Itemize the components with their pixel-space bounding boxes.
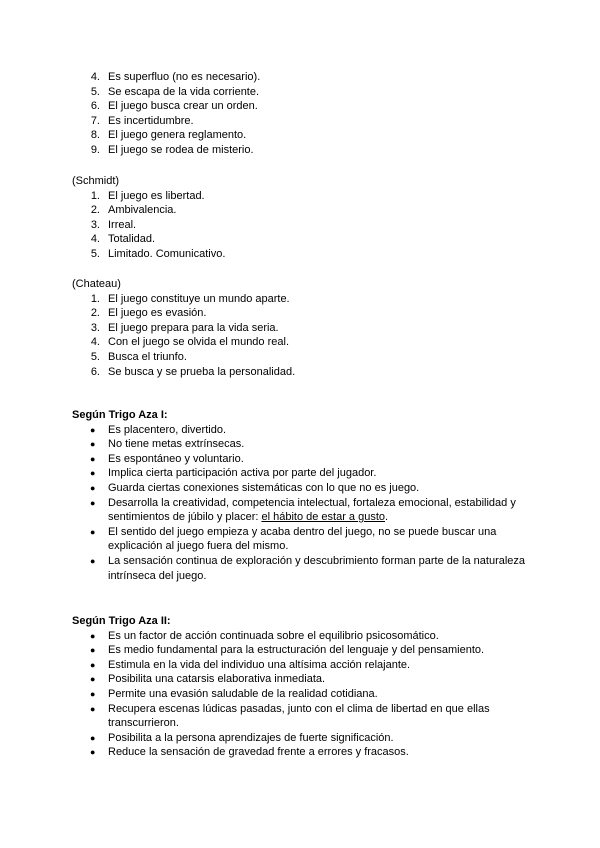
trigo-aza-2-section bbox=[72, 614, 534, 760]
bullet-item: ● Desarrolla la creatividad, competencia intelectual, fortaleza emocional, estabilidad y sentimientos de júbilo y placer: el hábito de estar a gusto. bbox=[90, 496, 516, 524]
section-heading: (Chateau) bbox=[72, 278, 121, 290]
bullet-icon: ● bbox=[90, 703, 96, 714]
bullet-icon: ● bbox=[90, 630, 96, 641]
list-item: 6. El juego busca crear un orden. bbox=[90, 100, 258, 113]
list-item: 5. Se escapa de la vida corriente. bbox=[90, 85, 260, 98]
list-item: 5. Limitado. Comunicativo. bbox=[90, 247, 226, 260]
list-item: 4. Es superfluo (no es necesario). bbox=[90, 71, 261, 83]
bullet-icon: ● bbox=[90, 674, 96, 685]
list-item: 9. El juego se rodea de misterio. bbox=[90, 143, 254, 156]
bullet-icon: ● bbox=[90, 659, 96, 670]
bullet-icon: ● bbox=[90, 497, 96, 508]
trigo-aza-1-section bbox=[72, 408, 534, 583]
list-item: 1. El juego constituye un mundo aparte. bbox=[90, 292, 290, 305]
bullet-icon: ● bbox=[90, 453, 96, 464]
list-item: 2. El juego es evasión. bbox=[90, 307, 207, 320]
list-item: 6. Se busca y se prueba la personalidad. bbox=[90, 365, 296, 378]
list-item: 5. Busca el triunfo. bbox=[90, 350, 187, 363]
bullet-icon: ● bbox=[90, 439, 96, 450]
section-heading: Según Trigo Aza II: bbox=[72, 615, 171, 627]
bullet-item: ● Guarda ciertas conexiones sistemáticas con lo que no es juego. bbox=[90, 481, 420, 494]
bullet-item: ● Reduce la sensación de gravedad frente a errores y fracasos. bbox=[90, 746, 409, 759]
bullet-item: ● Posibilita una catarsis elaborativa inmediata. bbox=[90, 673, 326, 686]
list-item: 1. El juego es libertad. bbox=[90, 189, 205, 202]
bullet-icon: ● bbox=[90, 688, 96, 699]
bullet-item: ● El sentido del juego empieza y acaba dentro del juego, no se puede buscar una explicación al juego fuera del mismo. bbox=[90, 525, 497, 553]
bullet-icon: ● bbox=[90, 482, 96, 493]
chateau-section bbox=[72, 277, 532, 379]
list-item: 3. El juego prepara para la vida seria. bbox=[90, 321, 279, 334]
list-item: 4. Totalidad. bbox=[90, 233, 156, 246]
underlined-phrase: el hábito de estar a gusto bbox=[261, 511, 385, 524]
bullet-icon: ● bbox=[90, 424, 96, 435]
section-heading: (Schmidt) bbox=[72, 175, 120, 187]
bullet-item: ● No tiene metas extrínsecas. bbox=[90, 438, 245, 451]
bullet-icon: ● bbox=[90, 747, 96, 758]
bullet-item: ● Estimula en la vida del individuo una altísima acción relajante. bbox=[90, 658, 411, 671]
bullet-item: ● Posibilita a la persona aprendizajes de fuerte significación. bbox=[90, 731, 394, 744]
bullet-item: ● Es medio fundamental para la estructuración del lenguaje y del pensamiento. bbox=[90, 644, 485, 657]
schmidt-section bbox=[72, 174, 532, 262]
bullet-item: ● Es un factor de acción continuada sobre el equilibrio psicosomático. bbox=[90, 629, 439, 642]
bullet-item: ● La sensación continua de exploración y descubrimiento forman parte de la naturaleza intrínseca del juego. bbox=[90, 554, 526, 582]
bullet-item: ● Recupera escenas lúdicas pasadas, junto con el clima de libertad en que ellas transcurrieron. bbox=[90, 702, 490, 730]
list-item: 8. El juego genera reglamento. bbox=[90, 129, 247, 142]
bullet-item: ● Es espontáneo y voluntario. bbox=[90, 452, 244, 465]
list-item: 2. Ambivalencia. bbox=[90, 204, 177, 217]
numbered-list-continued bbox=[72, 70, 532, 158]
bullet-icon: ● bbox=[90, 555, 96, 566]
bullet-item: ● Implica cierta participación activa por parte del jugador. bbox=[90, 467, 377, 480]
bullet-icon: ● bbox=[90, 526, 96, 537]
section-heading: Según Trigo Aza I: bbox=[72, 409, 168, 421]
bullet-item: ● Es placentero, divertido. bbox=[90, 423, 227, 436]
list-item: 7. Es incertidumbre. bbox=[90, 114, 194, 127]
bullet-icon: ● bbox=[90, 732, 96, 743]
list-item: 3. Irreal. bbox=[90, 218, 137, 231]
bullet-icon: ● bbox=[90, 645, 96, 656]
bullet-icon: ● bbox=[90, 468, 96, 479]
bullet-item: ● Permite una evasión saludable de la realidad cotidiana. bbox=[90, 687, 378, 700]
list-item: 4. Con el juego se olvida el mundo real. bbox=[90, 336, 290, 349]
